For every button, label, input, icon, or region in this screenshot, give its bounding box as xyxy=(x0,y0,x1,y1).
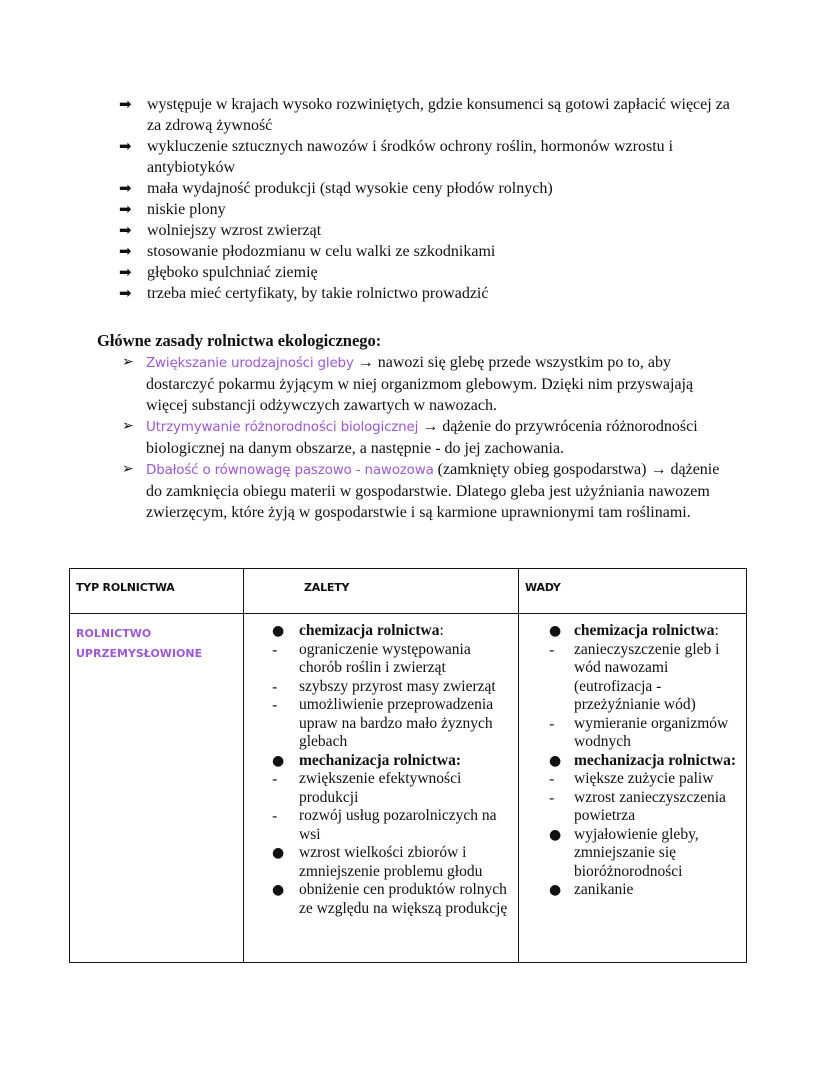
list-item-text: zwiększenie efektywności produkcji xyxy=(299,770,462,806)
feature-list xyxy=(119,94,739,304)
rule-term: Utrzymywanie różnorodności biologicznej xyxy=(146,419,419,435)
list-item xyxy=(519,715,738,752)
arrow-right-icon: ➡ xyxy=(119,200,132,218)
list-item-text: zanikanie xyxy=(574,881,634,898)
rule-text: → dążenie do przywrócenia różnorodności biologicznej na danym obszarze, a następnie - do jej zachowania. xyxy=(146,418,698,457)
agriculture-table xyxy=(69,568,747,963)
list-item xyxy=(519,826,738,882)
rule-term: Zwiększanie urodzajności gleby xyxy=(146,355,354,371)
list-item-text: umożliwienie przeprowadzenia upraw na bardzo mało żyznych glebach xyxy=(299,696,494,750)
triangle-arrow-icon: ➢ xyxy=(122,461,134,477)
arrow-right-icon: ➡ xyxy=(119,221,132,239)
list-item xyxy=(519,752,738,771)
bullet-icon: ● xyxy=(272,845,285,861)
list-item xyxy=(244,770,510,807)
bullet-icon: ● xyxy=(549,623,562,639)
list-item-text: obniżenie cen produktów rolnych ze względu na większą produkcję xyxy=(299,881,508,917)
dash-icon: - xyxy=(549,788,555,807)
dash-icon: - xyxy=(272,677,278,696)
list-item-text: występuje w krajach wysoko rozwiniętych, gdzie konsumenci są gotowi zapłacić więcej za za zdrową żywność xyxy=(147,96,730,134)
advantages-list xyxy=(244,614,518,922)
list-item-suffix: : xyxy=(439,622,444,639)
list-item-text: wykluczenie sztucznych nawozów i środków ochrony roślin, hormonów wzrostu i antybiotyków xyxy=(147,138,674,176)
triangle-arrow-icon: ➢ xyxy=(122,354,134,370)
list-item xyxy=(244,641,510,678)
list-item xyxy=(244,696,510,752)
rule-text: (zamknięty obieg gospodarstwa) → dążenie do zamknięcia obiegu materii w gospodarstwie. Dlatego gleba jest użyźniania nawozem zwierzęcym, które żyją w gospodarstwie i są karmione uprawnionymi tam roślinami. xyxy=(146,461,720,521)
dash-icon: - xyxy=(272,696,278,714)
bullet-icon: ● xyxy=(272,623,285,639)
list-item xyxy=(119,199,739,220)
list-item xyxy=(119,241,739,262)
cell-disadvantages xyxy=(519,614,747,963)
list-item xyxy=(244,881,510,918)
list-item-text: niskie plony xyxy=(147,201,226,218)
list-item xyxy=(519,881,738,900)
list-item-text: mechanizacja rolnictwa: xyxy=(574,751,736,769)
list-item-text: wyjałowienie gleby, zmniejszanie się bioróżnorodności xyxy=(574,825,699,880)
list-item-text: chemizacja rolnictwa xyxy=(299,622,440,639)
table-header-row xyxy=(70,569,747,614)
bullet-icon: ● xyxy=(272,752,285,769)
list-item xyxy=(244,752,510,771)
arrow-right-icon: ➡ xyxy=(119,284,132,302)
list-item xyxy=(244,678,510,697)
list-item-text: chemizacja rolnictwa xyxy=(574,622,715,639)
rule-item xyxy=(122,459,722,523)
list-item-text: ograniczenie występowania chorób roślin i zwierząt xyxy=(299,640,471,676)
list-item xyxy=(119,94,739,136)
list-item xyxy=(119,283,739,304)
dash-icon: - xyxy=(272,640,278,659)
dash-icon: - xyxy=(549,640,555,659)
list-item xyxy=(519,622,738,641)
cell-advantages xyxy=(244,614,519,963)
list-item-text: wzrost zanieczyszczenia powietrza xyxy=(574,788,726,824)
dash-icon: - xyxy=(549,770,555,788)
list-item xyxy=(519,641,738,715)
list-item-text: zanieczyszczenie gleb i wód nawozami (eutrofizacja - przeżyźnianie wód) xyxy=(574,640,720,713)
arrow-right-icon: ➡ xyxy=(119,95,132,113)
bullet-icon: ● xyxy=(549,826,562,843)
header-disadvantages: WADY xyxy=(519,569,747,614)
rule-item xyxy=(122,416,722,459)
list-item-text: mechanizacja rolnictwa: xyxy=(299,751,461,769)
section-heading: Główne zasady rolnictwa ekologicznego: xyxy=(97,331,382,350)
list-item-text: wzrost wielkości zbiorów i zmniejszenie problemu głodu xyxy=(299,844,483,880)
dash-icon: - xyxy=(272,770,278,788)
list-item xyxy=(119,178,739,199)
list-item xyxy=(519,770,738,789)
rules-list xyxy=(122,352,722,523)
type-label-line2: UPRZEMYSŁOWIONE xyxy=(76,647,203,660)
list-item-text: trzeba mieć certyfikaty, by takie rolnictwo prowadzić xyxy=(147,285,489,302)
type-label-line1: ROLNICTWO xyxy=(76,627,152,640)
arrow-right-icon: ➡ xyxy=(119,263,132,281)
dash-icon: - xyxy=(549,714,555,733)
arrow-right-icon: ➡ xyxy=(119,242,132,260)
list-item xyxy=(519,789,738,826)
list-item-text: większe zużycie paliw xyxy=(574,770,714,787)
header-advantages: ZALETY xyxy=(244,569,519,614)
cell-type xyxy=(70,614,244,963)
list-item-text: wymieranie organizmów wodnych xyxy=(574,714,729,750)
list-item xyxy=(244,622,510,641)
table-row xyxy=(70,614,747,963)
list-item-text: mała wydajność produkcji (stąd wysokie ceny płodów rolnych) xyxy=(147,180,553,197)
rule-item xyxy=(122,352,722,416)
list-item-text: wolniejszy wzrost zwierząt xyxy=(147,222,322,239)
bullet-icon: ● xyxy=(549,882,562,898)
triangle-arrow-icon: ➢ xyxy=(122,418,134,434)
dash-icon: - xyxy=(272,807,278,825)
list-item xyxy=(119,262,739,283)
disadvantages-list xyxy=(519,614,746,904)
list-item xyxy=(119,220,739,241)
list-item-text: szybszy przyrost masy zwierząt xyxy=(299,677,496,695)
rule-text: → nawozi się glebę przede wszystkim po to, aby dostarczyć pokarmu żyjącym w niej organizmom glebowym. Dzięki nim przyswajają więcej substancji odżywczych zawartych w nawozach. xyxy=(146,354,694,414)
list-item xyxy=(119,136,739,178)
bullet-icon: ● xyxy=(272,882,285,898)
rule-term: Dbałość o równowagę paszowo - nawozowa xyxy=(146,462,434,478)
header-type: TYP ROLNICTWA xyxy=(70,569,244,614)
list-item-suffix: : xyxy=(714,622,719,639)
list-item xyxy=(244,844,510,881)
list-item-text: rozwój usług pozarolniczych na wsi xyxy=(299,807,497,843)
arrow-right-icon: ➡ xyxy=(119,179,132,197)
bullet-icon: ● xyxy=(549,752,562,769)
arrow-right-icon: ➡ xyxy=(119,137,132,155)
list-item-text: głęboko spulchniać ziemię xyxy=(147,264,318,281)
list-item-text: stosowanie płodozmianu w celu walki ze szkodnikami xyxy=(147,243,496,260)
list-item xyxy=(244,807,510,844)
